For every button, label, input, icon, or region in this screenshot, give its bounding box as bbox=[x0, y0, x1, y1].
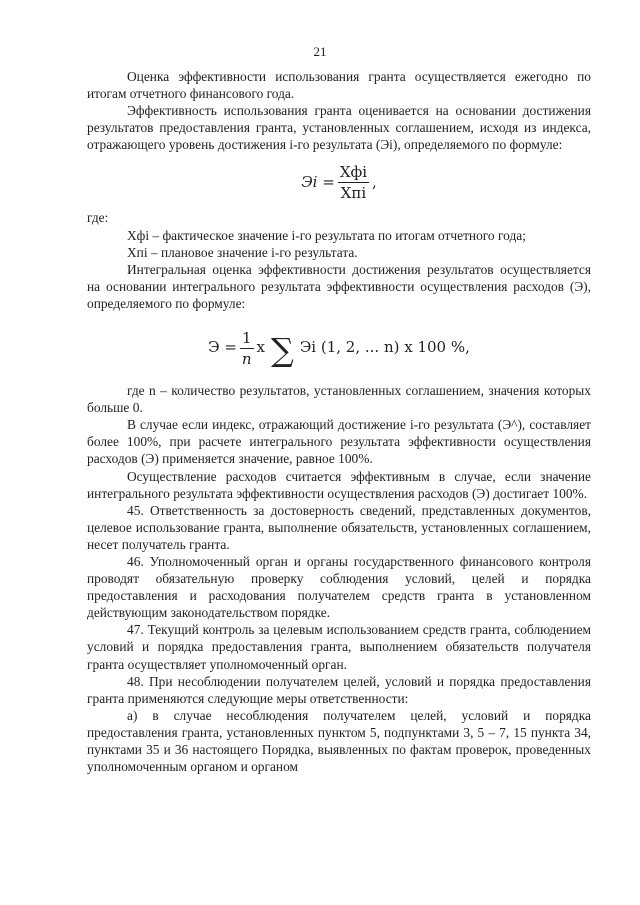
formula-integral-denominator: n bbox=[241, 349, 252, 368]
formula-index bbox=[87, 157, 591, 207]
sum-symbol: ∑ bbox=[270, 331, 294, 370]
formula-index-fraction bbox=[338, 163, 369, 202]
clause-47: 47. Текущий контроль за целевым использованием средств гранта, соблюдением условий и порядка предоставления гранта, выполнением обязательств получателя гранта осуществляет уполномоченный орган. bbox=[87, 622, 591, 672]
formula-index-lhs: Эi = bbox=[301, 172, 335, 191]
formula-index-denominator: Хпi bbox=[340, 183, 367, 202]
paragraph-integral-evaluation: Интегральная оценка эффективности достижения результатов осуществляется на основании интегрального результата эффективности осуществления расходов (Э), определяемого по формуле: bbox=[87, 261, 591, 311]
definition-planned-value: Хпi – плановое значение i-го результата. bbox=[127, 244, 358, 260]
formula-index-tail: , bbox=[372, 172, 377, 191]
formula-integral-body: Эi (1, 2, ... n) x 100 %, bbox=[299, 338, 470, 357]
paragraph-efficient-spending: Осуществление расходов считается эффективным в случае, если значение интегрального результата эффективности осуществления расходов (Э) достигает 100%. bbox=[87, 468, 591, 501]
formula-integral bbox=[87, 320, 591, 376]
paragraph-over-100: В случае если индекс, отражающий достижение i-го результата (Э^), составляет более 100%, при расчете интегрального результата эффективности осуществления расходов (Э) применяется значение, равное 100%. bbox=[87, 417, 591, 467]
clause-46: 46. Уполномоченный орган и органы государственного финансового контроля проводят обязательную проверку соблюдения условий, целей и порядка предоставления и расходования получателем средств гранта в установленном действующим законодательством порядке. bbox=[87, 553, 591, 621]
formula-integral-numerator: 1 bbox=[241, 328, 252, 347]
document-body bbox=[87, 68, 591, 775]
definition-actual-value: Хфi – фактическое значение i-го результата по итогам отчетного года; bbox=[127, 227, 526, 243]
clause-48-a: а) в случае несоблюдения получателем целей, условий и порядка предоставления гранта, установленных пунктом 5, подпунктами 3, 5 – 7, 15 пункта 34, пунктами 35 и 36 настоящего Порядка, выявленных по фактам проверок, проведенных уполномоченным органом и органом bbox=[87, 707, 591, 775]
paragraph-n-definition: где n – количество результатов, установленных соглашением, значения которых больше 0. bbox=[87, 383, 591, 416]
formula-index-numerator: Хфi bbox=[339, 162, 368, 181]
paragraph-efficiency-index: Эффективность использования гранта оценивается на основании достижения результатов предоставления гранта, установленных соглашением, исходя из индекса, отражающего уровень достижения і-го результата (Эi), определяемого по формуле: bbox=[87, 103, 591, 153]
page-number: 21 bbox=[313, 44, 327, 59]
formula-integral-lhs: Э = bbox=[208, 338, 237, 357]
formula-integral-fraction bbox=[240, 329, 254, 368]
clause-45: 45. Ответственность за достоверность сведений, представленных документов, целевое использование гранта, выполнение обязательств, установленных соглашением, несет получатель гранта. bbox=[87, 502, 591, 552]
formula-integral-mult: x bbox=[256, 338, 265, 357]
formula-where-label: где: bbox=[87, 210, 109, 226]
paragraph-evaluation-annual: Оценка эффективности использования гранта осуществляется ежегодно по итогам отчетного финансового года. bbox=[87, 69, 591, 102]
clause-48: 48. При несоблюдении получателем целей, условий и порядка предоставления гранта применяются следующие меры ответственности: bbox=[87, 673, 591, 706]
